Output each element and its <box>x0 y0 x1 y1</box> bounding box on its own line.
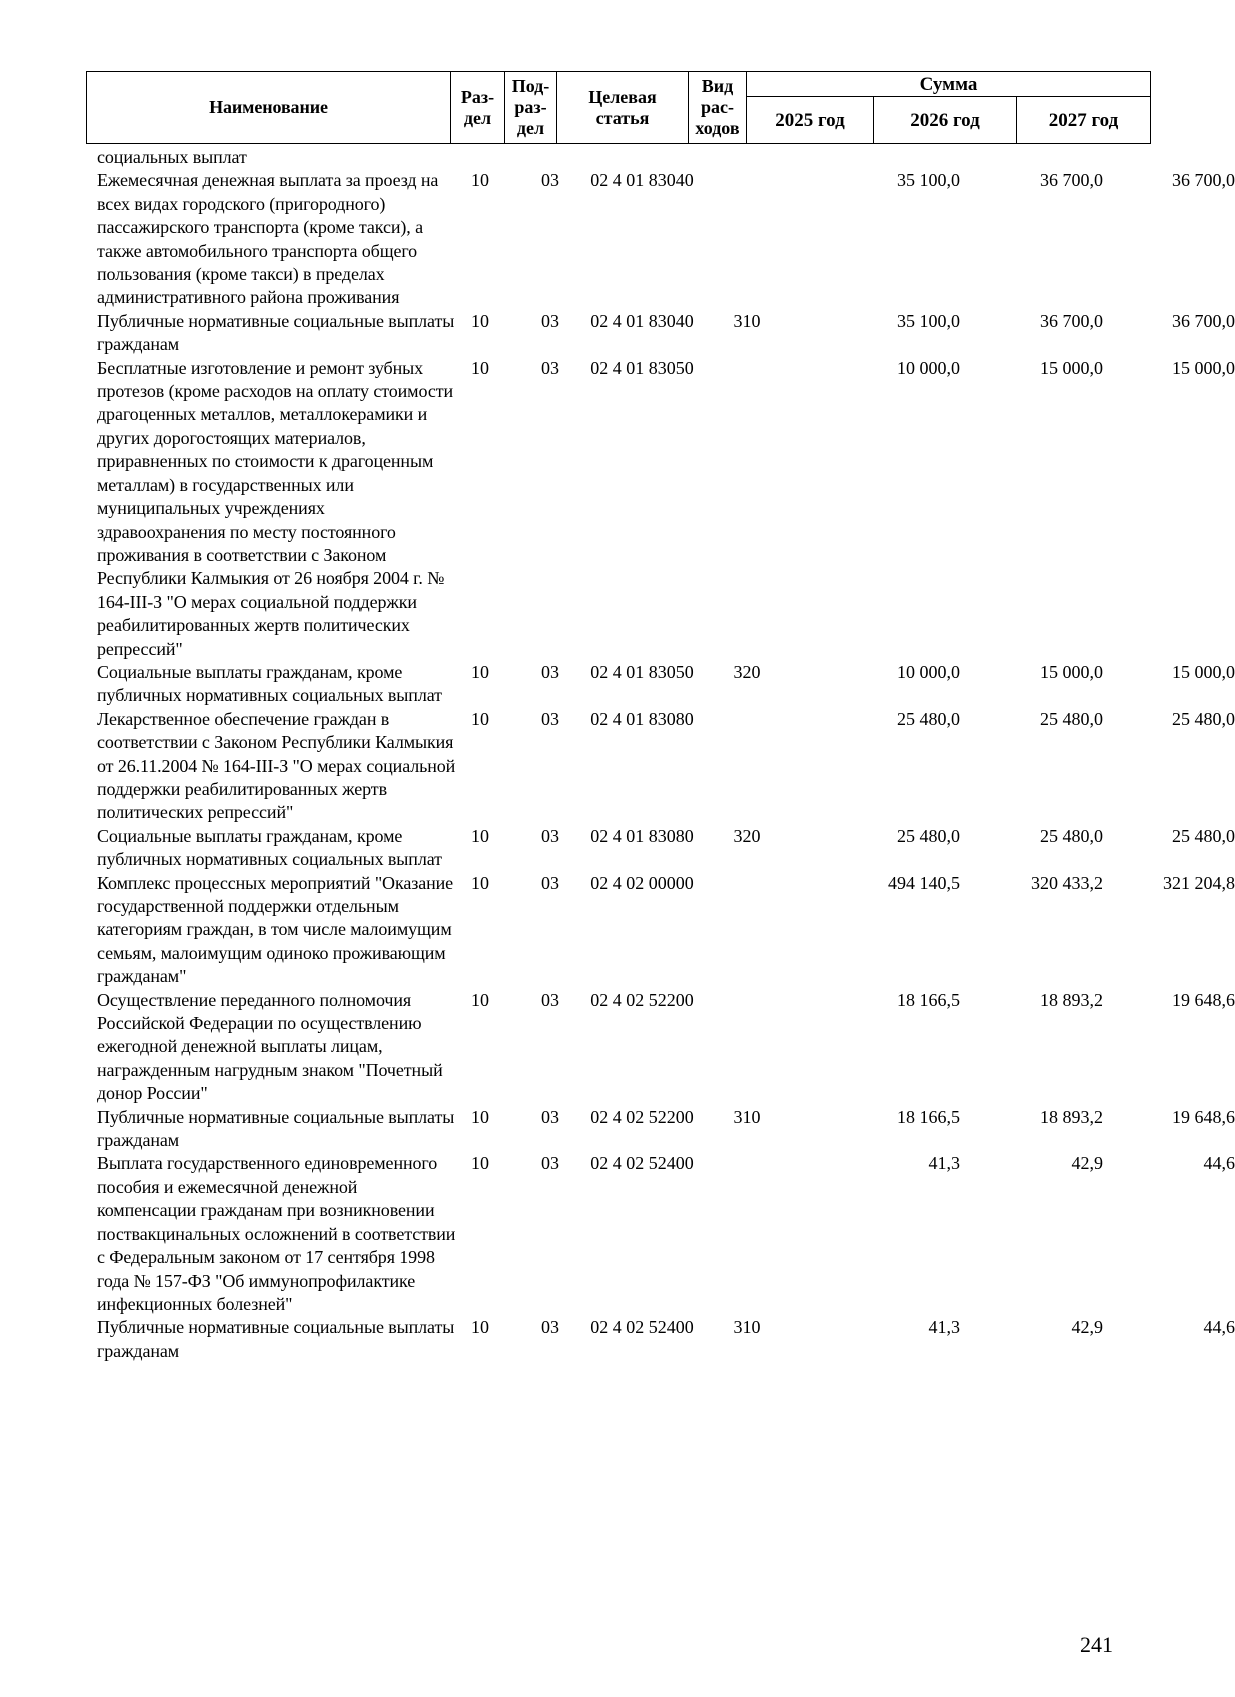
table-row <box>97 1152 1235 1316</box>
row-podrazdel: 03 <box>541 872 559 893</box>
row-y2026: 42,9 <box>1071 1317 1103 1338</box>
row-y2026: 18 893,2 <box>1040 1106 1103 1127</box>
row-y2025: 41,3 <box>928 1153 960 1174</box>
row-name: Ежемесячная денежная выплата за проезд на всех видах городского (пригородного) пассажирского транспорта (кроме такси), а также автомобильного транспорта общего пользования (кроме такси) в пределах административного района проживания <box>97 170 439 308</box>
row-podrazdel: 03 <box>541 1153 559 1174</box>
row-y2025: 25 480,0 <box>897 825 960 846</box>
row-y2025: 25 480,0 <box>897 708 960 729</box>
row-target: 02 4 02 52200 <box>590 1106 694 1127</box>
row-y2025: 18 166,5 <box>897 989 960 1010</box>
row-y2027: 44,6 <box>1203 1153 1235 1174</box>
row-podrazdel: 03 <box>541 1106 559 1127</box>
row-y2026: 15 000,0 <box>1040 357 1103 378</box>
row-name: Публичные нормативные социальные выплаты гражданам <box>97 310 455 355</box>
row-y2025: 10 000,0 <box>897 661 960 682</box>
table-row <box>97 310 1235 357</box>
row-razdel: 10 <box>471 1106 489 1127</box>
row-y2026: 25 480,0 <box>1040 708 1103 729</box>
row-target: 02 4 02 00000 <box>590 872 694 893</box>
row-target: 02 4 01 83080 <box>590 708 694 729</box>
row-vid: 320 <box>733 825 761 846</box>
row-y2026: 320 433,2 <box>1031 872 1103 893</box>
row-name: Выплата государственного единовременного пособия и ежемесячной денежной компенсации гражданам при возникновении поствакцинальных осложнений в соответствии с Федеральным законом от 17 сентября 1998 года № 157-ФЗ "Об иммунопрофилактике инфекционных болезней" <box>97 1153 456 1314</box>
row-razdel: 10 <box>471 708 489 729</box>
row-razdel: 10 <box>471 170 489 191</box>
row-vid: 310 <box>733 1317 761 1338</box>
row-y2025: 494 140,5 <box>888 872 960 893</box>
row-y2026: 18 893,2 <box>1040 989 1103 1010</box>
row-target: 02 4 01 83040 <box>590 170 694 191</box>
row-podrazdel: 03 <box>541 170 559 191</box>
row-name: Бесплатные изготовление и ремонт зубных протезов (кроме расходов на оплату стоимости драгоценных металлов, металлокерамики и других дорогостоящих материалов, приравненных по стоимости к драгоценным металлам) в государственных или муниципальных учреждениях здравоохранения по месту постоянного проживания в соответствии с Законом Республики Калмыкия от 26 ноября 2004 г. № 164-III-З "О мерах социальной поддержки реабилитированных жертв политических репрессий" <box>97 357 454 659</box>
table-row <box>97 1316 1235 1363</box>
row-vid: 320 <box>733 661 761 682</box>
table-row <box>97 146 1147 169</box>
row-podrazdel: 03 <box>541 661 559 682</box>
row-podrazdel: 03 <box>541 1317 559 1338</box>
table-row <box>97 708 1235 825</box>
row-vid: 310 <box>733 310 761 331</box>
row-podrazdel: 03 <box>541 310 559 331</box>
header-target: Целевая статья <box>557 72 689 144</box>
row-y2027: 36 700,0 <box>1172 310 1235 331</box>
row-y2025: 41,3 <box>928 1317 960 1338</box>
row-name: Социальные выплаты гражданам, кроме публичных нормативных социальных выплат <box>97 825 442 870</box>
table-body <box>97 146 1235 1363</box>
row-podrazdel: 03 <box>541 708 559 729</box>
table-row <box>97 989 1235 1106</box>
row-podrazdel: 03 <box>541 825 559 846</box>
header-2026: 2026 год <box>874 97 1017 144</box>
row-razdel: 10 <box>471 310 489 331</box>
page-number: 241 <box>1080 1632 1113 1657</box>
row-y2027: 25 480,0 <box>1172 825 1235 846</box>
row-target: 02 4 02 52400 <box>590 1153 694 1174</box>
row-y2027: 44,6 <box>1203 1317 1235 1338</box>
row-razdel: 10 <box>471 989 489 1010</box>
row-razdel: 10 <box>471 357 489 378</box>
row-name: социальных выплат <box>97 147 247 167</box>
header-name: Наименование <box>87 72 451 144</box>
row-name: Осуществление переданного полномочия Российской Федерации по осуществлению ежегодной денежной выплаты лицам, награжденным нагрудным знаком "Почетный донор России" <box>97 989 443 1104</box>
table-row <box>97 661 1235 708</box>
row-target: 02 4 01 83050 <box>590 357 694 378</box>
row-name: Публичные нормативные социальные выплаты гражданам <box>97 1317 455 1361</box>
header-2027: 2027 год <box>1017 97 1151 144</box>
header-razdel: Раз- дел <box>451 72 505 144</box>
row-y2027: 25 480,0 <box>1172 708 1235 729</box>
row-podrazdel: 03 <box>541 989 559 1010</box>
row-target: 02 4 01 83080 <box>590 825 694 846</box>
row-y2026: 36 700,0 <box>1040 310 1103 331</box>
row-y2027: 15 000,0 <box>1172 661 1235 682</box>
row-vid: 310 <box>733 1106 761 1127</box>
row-y2026: 36 700,0 <box>1040 170 1103 191</box>
row-y2027: 19 648,6 <box>1172 989 1235 1010</box>
row-y2027: 321 204,8 <box>1163 872 1235 893</box>
header-summa: Сумма <box>747 72 1151 97</box>
row-name: Комплекс процессных мероприятий "Оказание государственной поддержки отдельным категориям граждан, в том числе малоимущим семьям, малоимущим одиноко проживающим гражданам" <box>97 872 454 987</box>
table-row <box>97 825 1235 872</box>
row-name: Лекарственное обеспечение граждан в соответствии с Законом Республики Калмыкия от 26.11.2004 № 164-III-З "О мерах социальной поддержки реабилитированных жертв политических репрессий" <box>97 708 456 823</box>
row-razdel: 10 <box>471 661 489 682</box>
row-y2026: 42,9 <box>1071 1153 1103 1174</box>
row-y2025: 35 100,0 <box>897 170 960 191</box>
row-razdel: 10 <box>471 825 489 846</box>
table-row <box>97 1106 1235 1153</box>
row-razdel: 10 <box>471 1317 489 1338</box>
row-razdel: 10 <box>471 1153 489 1174</box>
header-vid: Вид рас- ходов <box>689 72 747 144</box>
row-name: Публичные нормативные социальные выплаты гражданам <box>97 1106 455 1151</box>
row-y2025: 10 000,0 <box>897 357 960 378</box>
row-target: 02 4 02 52200 <box>590 989 694 1010</box>
row-target: 02 4 01 83050 <box>590 661 694 682</box>
header-2025: 2025 год <box>747 97 874 144</box>
row-podrazdel: 03 <box>541 357 559 378</box>
row-y2025: 18 166,5 <box>897 1106 960 1127</box>
row-y2025: 35 100,0 <box>897 310 960 331</box>
row-razdel: 10 <box>471 872 489 893</box>
row-target: 02 4 02 52400 <box>590 1317 694 1338</box>
table-row <box>97 169 1235 309</box>
row-y2027: 15 000,0 <box>1172 357 1235 378</box>
row-y2027: 19 648,6 <box>1172 1106 1235 1127</box>
row-target: 02 4 01 83040 <box>590 310 694 331</box>
row-y2026: 25 480,0 <box>1040 825 1103 846</box>
row-name: Социальные выплаты гражданам, кроме публичных нормативных социальных выплат <box>97 661 442 706</box>
row-y2027: 36 700,0 <box>1172 170 1235 191</box>
table-row <box>97 357 1235 661</box>
table-row <box>97 872 1235 989</box>
table-header <box>86 71 1151 144</box>
header-podrazdel: Под- раз- дел <box>505 72 557 144</box>
row-y2026: 15 000,0 <box>1040 661 1103 682</box>
